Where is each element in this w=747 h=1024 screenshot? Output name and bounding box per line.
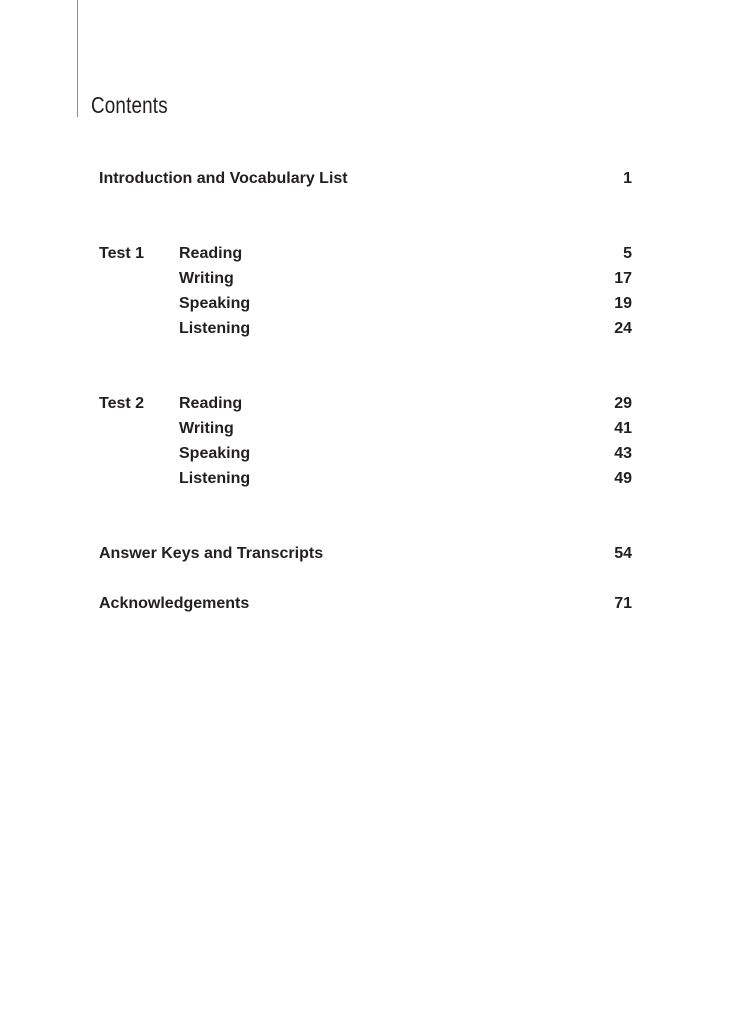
toc-page: 54 (614, 545, 632, 562)
toc-label: Reading (179, 395, 243, 412)
toc-entry-acknowledgements (99, 593, 632, 615)
toc-entry-test1-listening (99, 318, 632, 340)
toc-label: Writing (179, 270, 234, 287)
toc-label: Listening (179, 320, 251, 337)
toc-label: Listening (179, 470, 251, 487)
toc-page: 17 (614, 270, 632, 287)
page-title: Contents (91, 92, 168, 118)
toc-entry-test2-reading (99, 393, 632, 415)
toc-page: 24 (614, 320, 632, 337)
toc-page: 43 (614, 445, 632, 462)
toc-entry-test2-writing (99, 418, 632, 440)
toc-entry-test1-writing (99, 268, 632, 290)
toc-entry-test2-speaking (99, 443, 632, 465)
toc-entry-test1-reading (99, 243, 632, 265)
toc-label: Reading (179, 245, 243, 262)
toc-label: Acknowledgements (99, 595, 250, 612)
toc-page: 1 (623, 170, 632, 187)
toc-page: 19 (614, 295, 632, 312)
toc-entry-intro (99, 168, 632, 190)
toc-page: 41 (614, 420, 632, 437)
toc-entry-test1-speaking (99, 293, 632, 315)
toc-label: Speaking (179, 445, 251, 462)
toc-label: Speaking (179, 295, 251, 312)
toc-entry-test2-listening (99, 468, 632, 490)
toc-page: 49 (614, 470, 632, 487)
toc-page: 71 (614, 595, 632, 612)
toc-page: 5 (623, 245, 632, 262)
toc-test-label: Test 1 (99, 245, 145, 262)
margin-rule (77, 0, 78, 117)
toc-page: 29 (614, 395, 632, 412)
toc-label: Writing (179, 420, 234, 437)
toc-label: Answer Keys and Transcripts (99, 545, 324, 562)
toc-entry-answers (99, 543, 632, 565)
toc-label: Introduction and Vocabulary List (99, 170, 348, 187)
toc-test-label: Test 2 (99, 395, 145, 412)
